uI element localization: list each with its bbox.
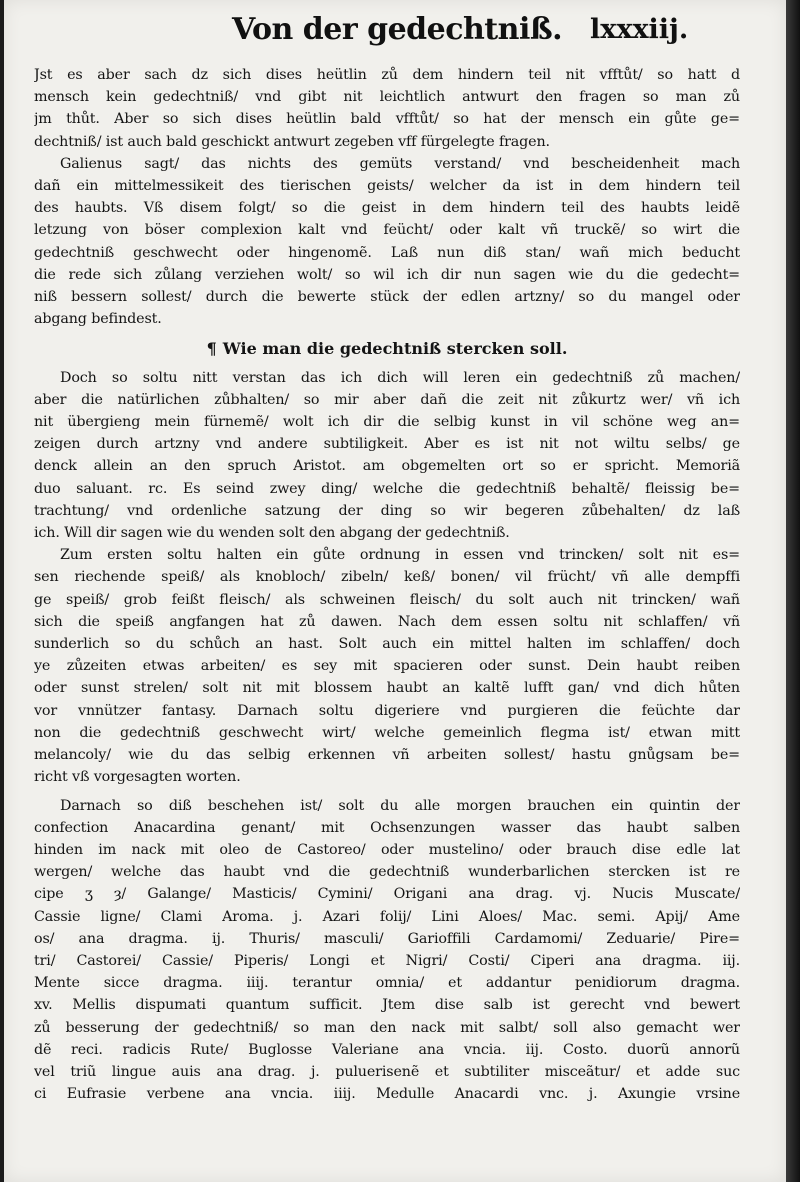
- text-line: mensch kein gedechtniß/ vnd gibt nit leichtlich antwurt den fragen so man zů: [34, 89, 740, 106]
- text-line: dechtniß/ ist auch bald geschickt antwurt zegeben vff fürgelegte fragen.: [34, 133, 550, 150]
- text-line: vor vnnützer fantasy. Darnach soltu digeriere vnd purgieren die feüchte dar: [34, 702, 740, 719]
- text-line: ci Eufrasie verbene ana vncia. iiij. Medulle Anacardi vnc. j. Axungie vrsine: [34, 1086, 740, 1103]
- text-line: tri/ Castorei/ Cassie/ Piperis/ Longi et Nigri/ Costi/ Ciperi ana dragma. iij.: [34, 952, 740, 969]
- text-line: zeigen durch artzny vnd andere subtiligkeit. Aber es ist nit not wiltu selbs/ ge: [34, 436, 740, 453]
- text-line: denck allein an den spruch Aristot. am obgemelten ort so er spricht. Memoriã: [34, 458, 740, 475]
- text-line: Jst es aber sach dz sich dises heütlin zů dem hindern teil nit vfftůt/ so hatt d: [34, 67, 740, 83]
- running-title: Von der gedechtniß.: [232, 12, 563, 47]
- text-line: gedechtniß geschwecht oder hingenomẽ. Laß nun diß stan/ wañ mich beducht: [34, 244, 740, 261]
- section-heading: [34, 338, 740, 360]
- text-line: Zum ersten soltu halten ein gůte ordnung in essen vnd trincken/ solt nit es=: [60, 547, 740, 564]
- text-line: aber die natürlichen zůbhalten/ so mir aber dañ die zeit nit zůkurtz wer/ vñ ich: [34, 391, 740, 408]
- folio-number: lxxxiij.: [590, 14, 689, 45]
- text-line: Cassie ligne/ Clami Aroma. j. Azari folij/ Lini Aloes/ Mac. semi. Apij/ Ame: [34, 908, 740, 925]
- text-line: wergen/ welche das haubt vnd die gedechtniß wunderbarlichen stercken ist re: [34, 864, 740, 881]
- text-line: Galienus sagt/ das nichts des gemüts verstand/ vnd bescheidenheit mach: [60, 155, 740, 172]
- text-line: des haubts. Vß disem folgt/ so die geist in dem hindern teil des haubts leidẽ: [34, 200, 740, 217]
- text-line: niß bessern sollest/ durch die bewerte stück der edlen artzny/ so du mangel oder: [34, 289, 740, 306]
- text-line: ge speiß/ grob feißt fleisch/ als schweinen fleisch/ du solt auch nit trincken/ wañ: [34, 591, 740, 608]
- text-line: vel triũ lingue auis ana drag. j. puluerisenẽ et subtiliter misceãtur/ et adde suc: [34, 1063, 740, 1080]
- text-line: dañ ein mittelmessikeit des tierischen geists/ welcher da ist in dem hindern teil: [34, 178, 740, 195]
- text-line: zů besserung der gedechtniß/ so man den nack mit salbt/ soll also gemacht wer: [34, 1019, 740, 1036]
- paragraph: [34, 64, 740, 153]
- text-line: ich. Will dir sagen wie du wenden solt den abgang der gedechtniß.: [34, 525, 510, 542]
- paragraph: [34, 153, 740, 331]
- text-line: nit übergieng mein fürnemẽ/ wolt ich dir die selbig kunst in vil schöne weg an=: [34, 414, 740, 431]
- text-line: ye zůzeiten etwas arbeiten/ es sey mit spacieren oder sunst. Dein haubt reiben: [34, 658, 740, 675]
- text-line: die rede sich zůlang verziehen wolt/ so wil ich dir nun sagen wie du die gedecht=: [34, 266, 740, 283]
- text-line: oder sunst strelen/ solt nit mit blossem haubt an kaltẽ lufft gan/ vnd dich hůten: [34, 680, 740, 697]
- paragraph: [34, 544, 740, 788]
- scan-edge-shadow: [786, 0, 800, 1182]
- text-line: confection Anacardina genant/ mit Ochsenzungen wasser das haubt salben: [34, 819, 740, 836]
- text-line: richt vß vorgesagten worten.: [34, 769, 241, 786]
- text-line: Doch so soltu nitt verstan das ich dich will leren ein gedechtniß zů machen/: [60, 369, 740, 386]
- paragraph: [34, 367, 740, 545]
- text-line: Mente sicce dragma. iiij. terantur omnia/ et addantur penidiorum dragma.: [34, 975, 740, 992]
- text-line: letzung von böser complexion kalt vnd feücht/ oder kalt vñ truckẽ/ so wirt die: [34, 222, 740, 239]
- text-line: sunderlich so du schůch an hast. Solt auch ein mittel halten im schlaffen/ doch: [34, 636, 740, 653]
- page-header: [4, 8, 786, 54]
- text-line: trachtung/ vnd ordenliche satzung der ding so wir begeren zůbehalten/ dz laß: [34, 502, 740, 519]
- text-line: sen riechende speiß/ als knobloch/ zibeln/ keß/ bonen/ vil frücht/ vñ alle dempffi: [34, 569, 740, 586]
- text-line: abgang befindest.: [34, 311, 162, 328]
- body-text: [34, 64, 740, 1105]
- paragraph: [34, 795, 740, 1106]
- text-line: os/ ana dragma. ij. Thuris/ masculi/ Garioffili Cardamomi/ Zeduarie/ Pire=: [34, 930, 740, 947]
- text-line: xv. Mellis dispumati quantum sufficit. Jtem dise salb ist gerecht vnd bewert: [34, 997, 740, 1014]
- text-line: dẽ reci. radicis Rute/ Buglosse Valeriane ana vncia. iij. Costo. duorũ annorũ: [34, 1041, 740, 1058]
- text-line: melancoly/ wie du das selbig erkennen vñ arbeiten sollest/ hastu gnůgsam be=: [34, 747, 740, 764]
- section-heading-text: Wie man die gedechtniß stercken soll.: [222, 339, 568, 359]
- text-line: sich die speiß angfangen hat zů dawen. Nach dem essen soltu nit schlaffen/ vñ: [34, 613, 740, 630]
- text-line: hinden im nack mit oleo de Castoreo/ oder mustelino/ oder brauch dise edle lat: [34, 841, 740, 858]
- text-line: cipe ʒ ȝ/ Galange/ Masticis/ Cymini/ Origani ana drag. vj. Nucis Muscate/: [34, 886, 740, 903]
- book-page: [4, 0, 786, 1182]
- text-line: Darnach so diß beschehen ist/ solt du alle morgen brauchen ein quintin der: [60, 797, 740, 814]
- text-line: jm thůt. Aber so sich dises heütlin bald vfftůt/ so hat der mensch ein gůte ge=: [34, 111, 740, 128]
- pilcrow-icon: ¶: [206, 339, 217, 359]
- text-line: non die gedechtniß geschwecht wirt/ welche gemeinlich flegma ist/ etwan mitt: [34, 724, 740, 741]
- text-line: duo saluant. rc. Es seind zwey ding/ welche die gedechtniß behaltẽ/ fleissig be=: [34, 480, 740, 497]
